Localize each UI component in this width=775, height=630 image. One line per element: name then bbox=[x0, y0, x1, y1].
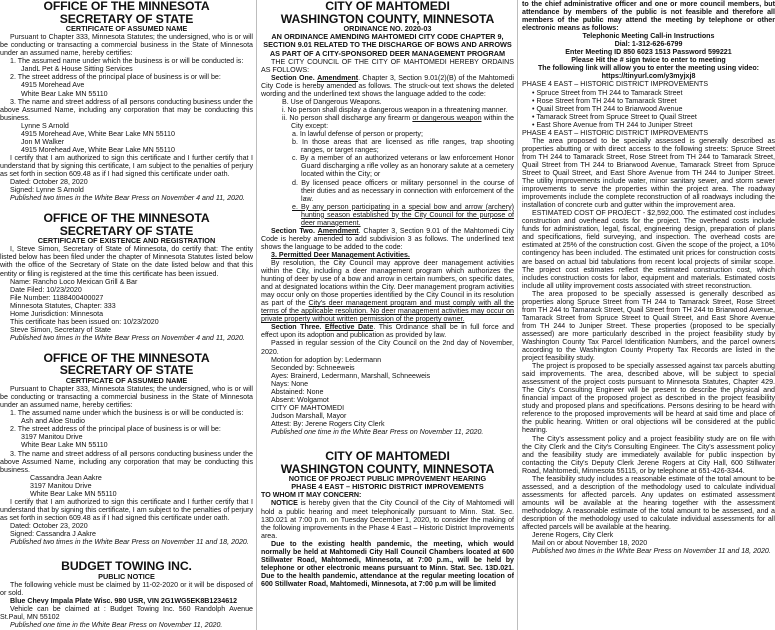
dated-line: Dated: October 23, 2020 bbox=[10, 521, 88, 530]
notice-address: White Bear Lake MN 55110 bbox=[21, 89, 108, 98]
subsection-b-i: i. No person shall display a dangerous weapon in a threatening manner. bbox=[282, 106, 508, 115]
notice-heading: OFFICE OF THE MINNESOTA bbox=[43, 350, 210, 365]
person-address: White Bear Lake MN 55110 bbox=[30, 489, 117, 498]
video-link: https://tinyurl.com/y3myjxj8 bbox=[601, 72, 696, 81]
publication-line: Published two times in the White Bear Press on November 4 and 11, 2020. bbox=[10, 333, 245, 342]
notice-paragraph: Pursuant to Chapter 333, Minnesota Statutes; the undersigned, who is or will be conducting or transacting a commercial business in the State of Minnesota under an assumed name, hereby certifies: bbox=[0, 33, 253, 58]
notice-address: White Bear Lake MN 55110 bbox=[21, 441, 108, 450]
section-two-body bbox=[261, 259, 514, 323]
certification-text: I certify that I am authorized to sign this certificate and I further certify that I understand that by signing this certificate, I am subject to the penalties of perjury as set forth in section 609.48 as if I had signed this certificate under oath. bbox=[0, 497, 253, 522]
subsection-b: B. Use of Dangerous Weapons. bbox=[282, 98, 382, 107]
column-right bbox=[522, 0, 775, 630]
section-three-text: . This Ordinance shall be in full force and effect upon its adoption and publication as provided by law. bbox=[261, 323, 514, 340]
notice-heading-line2: SECRETARY OF STATE bbox=[59, 11, 194, 26]
publication-line: Published two times in the White Bear Press on November 11 and 18, 2020. bbox=[532, 547, 771, 556]
absent-line: Absent: Wolgamot bbox=[271, 395, 329, 404]
notice-subheading: CERTIFICATE OF ASSUMED NAME bbox=[65, 24, 188, 33]
notice-item: 3. The name and street address of all persons conducting business under the above Assumed Name, including any corporation that may be conducting this business. bbox=[0, 97, 253, 122]
pandemic-notice: Due to the existing health pandemic, the meeting, which would normally be held at Mahtomedi City Hall Council Chambers located at 600 Stillwater Road, Mahtomedi, Minnesota, at 7:00 p.m., will be held by telephone or other electronic means pursuant to Minn. Stat. Sec. 13D.021. Due to the health pandemic, attendance at the regular meeting location of 600 Stillwater Road, Mahtomedi, Minnesota, at 7:00 p.m will be limited bbox=[261, 539, 514, 588]
special-assessment-paragraph: The project is proposed to be specially assessed against tax parcels abutting said improvements. The area, described above, will be subject to special assessment of the project costs pursuant to Minnesota Statutes, Chapter 429. The City's Consulting Engineer will be present to describe the physical and financial impact of the proposed project as described in the project feasibility study and proposed plans and specifications. Persons desiring to be heard with reference to the proposed improvements will be heard at said time and place of the public hearing. Written or oral objections will be considered at the public hearing. bbox=[522, 362, 775, 435]
estimated-cost-paragraph: ESTIMATED COST OF PROJECT - $2,592,000. The estimated cost includes construction and overhead costs for the project. The overhead costs include funds for administration, legal, fiscal, engineering design, preparation of plans and specifications, field surveying, and inspection. The overhead costs are estimated at 25% of the construction cost. Given the scope of the project, a 10% contingency has been included. The estimated unit prices for construction costs are based on actual bid tabulations from recent local projects of similar scope. The project cost estimates reflect the estimated construction cost, which includes construction costs for labor, equipment and materials. Estimated costs include all utility improvement costs associated with street reconstruction. bbox=[522, 209, 775, 290]
signed-line: Signed: Lynne S Arnold bbox=[10, 186, 84, 195]
notice-heading-line2: WASHINGTON COUNTY, MINNESOTA bbox=[280, 461, 495, 476]
notice-item: 2. The street address of the principal place of business is or will be: bbox=[10, 425, 221, 434]
subsection-b-ii bbox=[261, 114, 514, 130]
notice-address: 4915 Morehead Ave bbox=[21, 81, 85, 90]
notice-item: 3. The name and street address of all persons conducting business under the above Assumed Name, including any corporation that may be conducting this business. bbox=[0, 449, 253, 474]
notice-public-improvement-hearing bbox=[261, 450, 514, 588]
column-middle bbox=[261, 0, 514, 630]
nays-line: Nays: None bbox=[271, 379, 309, 388]
notice-heading: BUDGET TOWING INC. bbox=[61, 559, 192, 574]
notice-assumed-name-jandl bbox=[0, 0, 253, 202]
section-three-lead: Section Three. bbox=[271, 323, 322, 332]
street-bullet: • Spruce Street from TH 244 to Tamarack Street bbox=[532, 88, 683, 97]
subsection-b-c: c. By a member of an authorized veterans or law enforcement Honor Guard discharging a rifle volley as an honorary salute at a cemetery located within the City; or bbox=[292, 154, 514, 179]
subsection-b-ii-text-b: within the City except: bbox=[291, 114, 514, 131]
person-name: Lynne S Arnold bbox=[21, 121, 69, 130]
ayes-line: Ayes: Brainerd, Ledermann, Marshall, Schneeweis bbox=[271, 371, 431, 380]
notice-heading-line2: SECRETARY OF STATE bbox=[59, 363, 194, 378]
section-three bbox=[261, 323, 514, 339]
hearing-subheading: NOTICE OF PROJECT PUBLIC IMPROVEMENT HEARING bbox=[288, 474, 487, 484]
seconded-line: Seconded by: Schneeweis bbox=[271, 363, 355, 372]
notice-ordinance-2020-03 bbox=[261, 0, 514, 436]
person-address: 4915 Morehead Ave, White Bear Lake MN 55110 bbox=[21, 129, 175, 138]
notice-paragraph: Pursuant to Chapter 333, Minnesota Statutes; the undersigned, who is or will be conducting or transacting a commercial business in the State of Minnesota under an assumed name, hereby certifies: bbox=[0, 385, 253, 410]
dial-number: Dial: 1-312-626-6799 bbox=[614, 40, 683, 49]
publication-line: Published two times in the White Bear Press on November 4 and 11, 2020. bbox=[10, 194, 245, 203]
notice-item: 1. The assumed name under which the business is or will be conducted is: bbox=[10, 57, 244, 66]
person-name: Jon M Walker bbox=[21, 137, 65, 146]
subsection-b-b: b. In those areas that are licensed as rifle ranges, trap shooting ranges, or target ranges; bbox=[292, 138, 514, 155]
notice-address: 3197 Manitou Drive bbox=[21, 433, 83, 442]
hearing-notice bbox=[261, 499, 514, 539]
vehicle-description: Blue Chevy Impala Plate Wisc. 980 USR, VIN 2G1WG5EK8B1234612 bbox=[10, 596, 238, 605]
section-one-amendment: Amendment bbox=[317, 73, 359, 82]
home-jurisdiction: Home Jurisdiction: Minnesota bbox=[10, 309, 104, 318]
notice-paragraph: I, Steve Simon, Secretary of State of Minnesota, do certify that: The entity listed below has been filed under the chapter of Minnesota Statutes listed below with the office of the Secretary of State on the date listed below and that this entity or filing is registered at the time this certificate has been issued. bbox=[0, 245, 253, 278]
pandemic-notice-continued: to the chief administrative officer and one or more council members, but attendance by members of the public is not feasible and therefore all members of the public may attend the meeting by telephone or other electronic means as follows: bbox=[522, 0, 775, 33]
notice-value: Ash and Aloe Studio bbox=[21, 417, 85, 426]
claim-location: Vehicle can be claimed at : Budget Towing Inc. 560 Randolph Avenue St.Paul, MN 55102 bbox=[0, 604, 253, 621]
signed-line: Signed: Cassandra J Aakre bbox=[10, 530, 96, 538]
notice-heading: OFFICE OF THE MINNESOTA bbox=[43, 0, 210, 13]
notice-certificate-of-existence bbox=[0, 212, 253, 342]
notice-heading-line2: WASHINGTON COUNTY, MINNESOTA bbox=[280, 11, 495, 26]
ordinance-intro: THE CITY COUNCIL OF THE CITY OF MAHTOMEDI HEREBY ORDAINS AS FOLLOWS: bbox=[261, 57, 514, 74]
hearing-phase: PHASE 4 EAST – HISTORIC DISTRICT IMPROVEMENTS bbox=[291, 482, 484, 492]
subsection-b-ii-text-a: ii. No person shall discharge any firearm bbox=[282, 114, 413, 123]
clerk-signature: Jerene Rogers, City Clerk bbox=[532, 531, 614, 540]
subsection-b-a: a. In lawful defense of person or property; bbox=[292, 130, 423, 139]
certification-text: I certify that I am authorized to sign this certificate and I further certify that I understand that by signing this certificate, I am subject to the penalties of perjury as set forth in section 609.48 as if I had signed this certificate under oath. bbox=[0, 153, 253, 178]
motion-line: Motion for adoption by: Ledermann bbox=[271, 355, 382, 364]
section-three-heading: Effective Date bbox=[324, 323, 374, 332]
person-name: Cassandra Jean Aakre bbox=[30, 473, 102, 482]
section-two-amendment: Amendment bbox=[317, 226, 359, 235]
notice-subheading: PUBLIC NOTICE bbox=[98, 571, 155, 581]
notice-value: JandL Pet & House Sitting Services bbox=[21, 65, 133, 74]
notice-heading: OFFICE OF THE MINNESOTA bbox=[43, 211, 210, 226]
phase-heading: PHASE 4 EAST – HISTORIC DISTRICT IMPROVEMENTS bbox=[522, 128, 709, 137]
notice-subheading: CERTIFICATE OF ASSUMED NAME bbox=[65, 375, 188, 385]
entity-name: Name: Rancho Loco Mexican Grill & Bar bbox=[10, 277, 138, 286]
ordinance-number: ORDINANCE NO. 2020-03 bbox=[343, 24, 432, 33]
ordinance-description: AN ORDINANCE AMENDING MAHTOMEDI CITY CODE CHAPTER 9, SECTION 9.01 RELATED TO THE DISCHARGE OF BOWS AND ARROWS AS PART OF A CITY-SPONSORED DEER MANAGEMENT PROGRAM bbox=[263, 32, 512, 58]
person-address: 4915 Morehead Ave, White Bear Lake MN 55110 bbox=[21, 145, 175, 154]
assessment-policy-paragraph: The City's assessment policy and a project feasibility study are on file with the City Clerk and the City's Consulting Engineer. The City's assessment policy and the feasibility study are immediately available for public inspection by contacting the City's Deputy Clerk Jerene Rogers at City Hall, 600 Stillwater Road, Mahtomedi, Minnesota 55115, or by telephone at 651-426-3344. bbox=[522, 434, 775, 475]
subsection-b-e-added: e. By any person participating in a special bow and arrow (archery) hunting season established by the City Council for the purpose of deer management. bbox=[292, 202, 514, 227]
issued-on: This certificate has been issued on: 10/23/2020 bbox=[10, 317, 159, 326]
subsection-b-ii-added: or dangerous weapon bbox=[412, 114, 482, 123]
assessed-properties-paragraph: The area proposed to be specially assessed is generally described as properties along Spruce Street from TH 244 to Tamarack Street, Rose Street from TH 244 to Tamarack Street, Quail Street from TH 244 to Briarwood Avenue, Tamarack Street from Spruce Street to Quail Street, and East Shore Avenue from TH 244 to Juniper Street. These properties (proposed to be specially assessed) are more particularly described in the project feasibility study by Washington County Tax Parcel Identification Numbers, and the parcel owners according to the Washington County Property Tax Records are listed in the project feasibility study. bbox=[522, 289, 775, 363]
passed-line: Passed in regular session of the City Council on the 2nd day of November, 2020. bbox=[261, 339, 514, 356]
section-two-body-added: City's deer management program and must comply with all the terms of the applicable resolution. No deer management activities may occur on private property without written permission of the property owner. bbox=[261, 299, 514, 324]
column-left bbox=[0, 0, 253, 630]
publication-line: Published one time in the White Bear Press on November 11, 2020. bbox=[271, 427, 484, 436]
street-bullet: • Quail Street from TH 244 to Briarwood Avenue bbox=[532, 104, 683, 113]
section-one-lead: Section One. bbox=[271, 73, 315, 82]
phase-heading: PHASE 4 EAST – HISTORIC DISTRICT IMPROVEMENTS bbox=[522, 80, 709, 89]
notice-text: is hereby given that the City Council of the City of Mahtomedi will hold a public hearing and meet telephonically pursuant to Minn. Stat. Sec. 13D.021 at 7:00 p.m. on Tuesday December 1, 2020, to consider the making of the following improvements in the Phase 4 East – Historic District Improvements area. bbox=[261, 499, 514, 540]
subsection-b-d: d. By licensed peace officers or military personnel in the course of their duties and as necessary in connection with enforcement of the law. bbox=[292, 178, 514, 203]
publication-line: Published one time in the White Bear Press on November 11, 2020. bbox=[10, 621, 223, 630]
dated-line: Dated: October 28, 2020 bbox=[10, 178, 88, 187]
notice-heading: CITY OF MAHTOMEDI bbox=[325, 0, 450, 13]
telephonic-instructions: Telephonic Meeting Call-in Instructions bbox=[582, 32, 715, 41]
street-bullet: • Tamarack Street from Spruce Street to Quail Street bbox=[532, 112, 697, 121]
notice-lead: NOTICE bbox=[271, 499, 298, 508]
abstained-line: Abstained: None bbox=[271, 387, 324, 396]
hash-instruction: Please Hit the # sign twice to enter to meeting bbox=[571, 56, 726, 65]
city-line: CITY OF MAHTOMEDI bbox=[271, 403, 345, 412]
mail-date: Mail on or about November 18, 2020 bbox=[532, 539, 648, 548]
feasibility-study-paragraph: The feasibility study includes a reasonable estimate of the total amount to be assessed, and a description of the methodology used to calculate individual assessments for affected parcels. Any updates on estimated assessment amounts will be available at the hearing together with the assessment methodology. A reasonable estimate of the total amount to be assessed, and a description of the methodology used to calculate individual assessments for all affected parcels will be available at the hearing. bbox=[522, 474, 775, 532]
notice-item: 2. The street address of the principal place of business is or will be: bbox=[10, 73, 221, 82]
notice-heading: CITY OF MAHTOMEDI bbox=[325, 449, 450, 464]
person-address: 3197 Manitou Drive bbox=[30, 481, 92, 490]
meeting-id: Enter Meeting ID 850 6023 1513 Password 599221 bbox=[565, 48, 732, 57]
notice-heading-line2: SECRETARY OF STATE bbox=[59, 223, 194, 238]
notice-item: 1. The assumed name under which the business is or will be conducted is: bbox=[10, 409, 244, 418]
notice-paragraph: The following vehicle must be claimed by 11-02-2020 or it will be disposed of or sold. bbox=[0, 580, 253, 597]
mayor-line: Judson Marshall, Mayor bbox=[271, 411, 347, 420]
column-divider-right bbox=[517, 0, 518, 630]
street-bullet: • Rose Street from TH 244 to Tamarack Street bbox=[532, 96, 677, 105]
section-one bbox=[261, 74, 514, 98]
secretary-signature: Steve Simon, Secretary of State bbox=[10, 325, 111, 334]
column-divider-left bbox=[256, 0, 257, 630]
assessment-area-paragraph: The area proposed to be specially assessed is generally described as properties abutting or with direct access to the following streets: Spruce Street from TH 244 to Tamarack Street, Rose Street from TH 244 to Tamarack Street, Quail Street from TH 244 to Briarwood Avenue, Tamarack Street from Spruce Street to Quail Street, and East Shore Avenue from TH 244 to Juniper Street. The utility improvements include water, minor sanitary sewer, and storm sewer improvements to serve the properties within the project area. The roadway improvements include the complete reconstruction of all roadways including the installation of concrete curb and gutter within the improvement area. bbox=[522, 136, 775, 210]
file-number: File Number: 1188400400027 bbox=[10, 293, 104, 302]
section-two-body-text: By resolution, the City Council may approve deer management activities within the City, including a deer management program which authorizes the hunting of deer by use of a bow and arrow in certain numbers, on specific dates, and at designated locations within the City. Deer management program activities may occur only on those properties identified by the City Council in its resolution as part of the bbox=[261, 258, 514, 308]
statute-chapter: Minnesota Statutes, Chapter: 333 bbox=[10, 301, 116, 310]
publication-line: Published two times in the White Bear Press on November 11 and 18, 2020. bbox=[10, 538, 249, 547]
date-filed: Date Filed: 10/23/2020 bbox=[10, 285, 82, 294]
to-whom: TO WHOM IT MAY CONCERN: bbox=[261, 491, 362, 500]
notice-assumed-name-ash-aloe bbox=[0, 352, 253, 546]
section-two bbox=[261, 227, 514, 251]
section-two-text: . Chapter 3, Section 9.01 of the Mahtomedi City Code is hereby amended to add subdivision 3 as follows. The underlined text shows the language to be added to the code: bbox=[261, 226, 514, 251]
video-link-label: The following link will allow you to enter the meeting using video: bbox=[537, 64, 760, 73]
notice-budget-towing bbox=[0, 560, 253, 629]
section-one-text: . Chapter 3, Section 9.01(2)(B) of the Mahtomedi City Code is hereby amended as follows. The struck-out text shows the deleted wording and the underlined text shows the language added to the code: bbox=[261, 73, 514, 98]
street-bullet: • East Shore Avenue from TH 244 to Juniper Street bbox=[532, 120, 693, 129]
section-two-lead: Section Two. bbox=[271, 226, 315, 235]
notice-subheading: CERTIFICATE OF EXISTENCE AND REGISTRATION bbox=[37, 236, 216, 246]
section-two-heading: 3. Permitted Deer Management Activities. bbox=[271, 250, 410, 259]
attest-line: Attest: By: Jerene Rogers City Clerk bbox=[271, 419, 385, 428]
